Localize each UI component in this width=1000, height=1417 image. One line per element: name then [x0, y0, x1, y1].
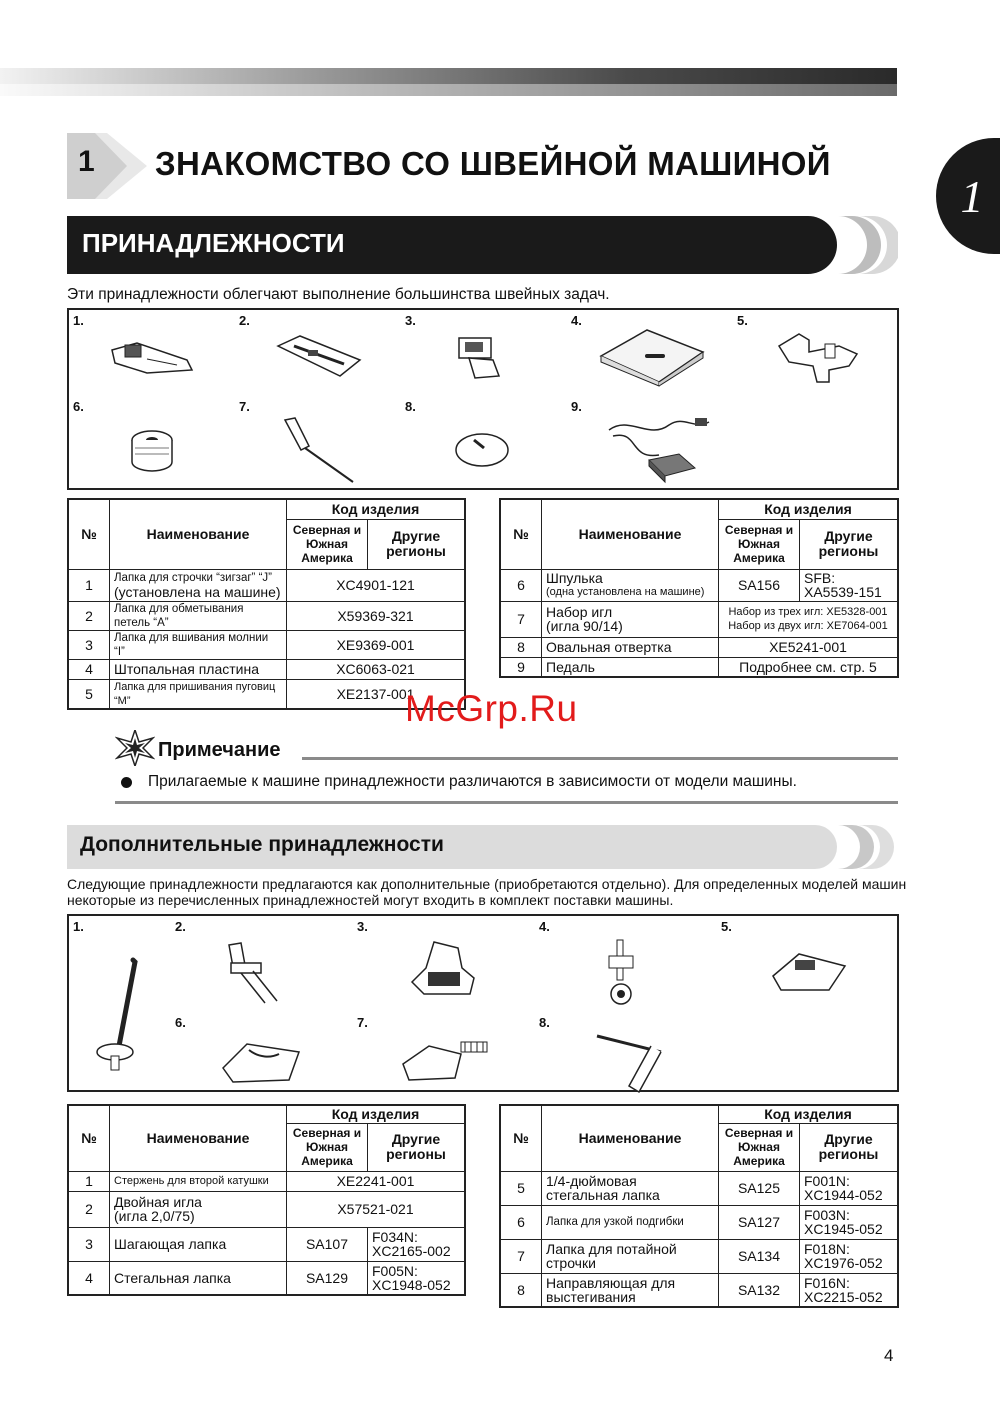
row-other2: XC1944-052 — [804, 1187, 883, 1203]
zigzag-foot-icon — [107, 335, 197, 380]
row-other: F003N: — [804, 1207, 850, 1223]
watermark: McGrp.Ru — [405, 688, 578, 729]
row-other2: XC1945-052 — [804, 1221, 883, 1237]
section2-title: Дополнительные принадлежности — [80, 833, 444, 856]
row-code: XC4901-121 — [287, 569, 466, 601]
chapter-title: ЗНАКОМСТВО СО ШВЕЙНОЙ МАШИНОЙ — [155, 145, 831, 182]
optional-accessories-picture-box — [67, 914, 899, 1092]
row-na: SA132 — [719, 1273, 800, 1307]
row-code: Подробнее см. стр. 5 — [719, 657, 899, 677]
quilting-guide-icon — [589, 1026, 669, 1096]
note-star-icon — [115, 730, 155, 766]
twin-needle-icon — [219, 941, 289, 1006]
row-no: 3 — [68, 630, 110, 659]
row-code: X59369-321 — [287, 601, 466, 630]
accessories-table-left — [67, 498, 466, 710]
row-other2: XC2165-002 — [372, 1243, 451, 1259]
col-na: Северная и Южная Америка — [287, 1123, 368, 1171]
pic-label: 8. — [405, 399, 416, 414]
row-no: 6 — [500, 1205, 542, 1239]
row-na: SA134 — [719, 1239, 800, 1273]
pic-label: 9. — [571, 399, 582, 414]
blind-stitch-foot-icon — [399, 1028, 499, 1088]
row-name2: строчки — [546, 1255, 596, 1271]
row-name: Стержень для второй катушки — [110, 1171, 287, 1191]
row-na: SA129 — [287, 1261, 368, 1295]
row-no: 4 — [68, 1261, 110, 1295]
button-foot-icon — [769, 326, 864, 386]
row-no: 9 — [500, 657, 542, 677]
row-other: F001N: — [804, 1173, 850, 1189]
narrow-hemmer-foot-icon — [219, 1034, 309, 1089]
col-code: Код изделия — [287, 1105, 466, 1123]
pic-label: 7. — [239, 399, 250, 414]
col-other: Другие регионы — [368, 519, 466, 569]
row-no: 2 — [68, 601, 110, 630]
col-no: № — [68, 499, 110, 569]
row-other2: XC1976-052 — [804, 1255, 883, 1271]
row-other2: XC2215-052 — [804, 1288, 883, 1305]
row-name: Шагающая лапка — [110, 1227, 287, 1261]
row-name: Лапка для вшивания молнии “I” — [110, 630, 287, 659]
pic-label: 3. — [405, 313, 416, 328]
col-name: Наименование — [542, 1105, 719, 1171]
pic-label: 2. — [239, 313, 250, 328]
row-no: 5 — [68, 679, 110, 709]
table-row — [500, 1239, 898, 1273]
accessories-picture-box — [67, 308, 899, 490]
col-code: Код изделия — [719, 499, 899, 519]
col-no: № — [500, 1105, 542, 1171]
row-name: Двойная игла — [114, 1194, 202, 1210]
row-name2: (одна установлена на машине) — [546, 586, 705, 598]
table-row — [500, 601, 898, 637]
table-row — [500, 1205, 898, 1239]
table-row — [68, 1171, 465, 1191]
col-no: № — [500, 499, 542, 569]
pic-label: 5. — [721, 919, 732, 934]
table-row — [68, 1227, 465, 1261]
row-no: 8 — [500, 637, 542, 657]
pic-label: 3. — [357, 919, 368, 934]
row-code: XC6063-021 — [287, 659, 466, 679]
col-other: Другие регионы — [800, 1123, 899, 1171]
row-other: F018N: — [804, 1241, 850, 1257]
row-name: Штопальная пластина — [110, 659, 287, 679]
row-name2: выстегивания — [546, 1288, 636, 1305]
walking-foot-icon — [404, 938, 484, 1000]
row-name: Набор игл — [546, 604, 613, 620]
row-code: XE5241-001 — [719, 637, 899, 657]
zipper-foot-icon — [449, 332, 509, 382]
row-no: 5 — [500, 1171, 542, 1205]
section2-deco-icon — [838, 825, 898, 869]
col-code: Код изделия — [287, 499, 466, 519]
pic-label: 7. — [357, 1015, 368, 1030]
header-gradient-bar-lower — [0, 84, 897, 96]
row-name2: (игла 2,0/75) — [114, 1208, 195, 1224]
row-name2: (установлена на машине) — [114, 584, 281, 600]
row-name2: (игла 90/14) — [546, 618, 623, 634]
chapter-tab-number: 1 — [960, 170, 984, 222]
table-row — [500, 1273, 898, 1307]
pic-label: 1. — [73, 313, 84, 328]
pic-label: 6. — [73, 399, 84, 414]
section2-intro: Следующие принадлежности предлагаются как дополнительные (приобретаются отдельно). Для определенных моделей машин некоторые из перечисленных принадлежностей могут входить в комплект поставки машины. — [67, 876, 907, 908]
section-deco-icon — [838, 216, 898, 274]
row-code: XE9369-001 — [287, 630, 466, 659]
row-na: SA127 — [719, 1205, 800, 1239]
row-name: Лапка для узкой подгибки — [542, 1205, 719, 1239]
row-na: SA125 — [719, 1171, 800, 1205]
table-row — [500, 1171, 898, 1205]
note-title: Примечание — [158, 739, 281, 761]
table-row — [68, 1191, 465, 1227]
table-row — [68, 630, 465, 659]
accessories-table-right — [499, 498, 899, 678]
table-row — [68, 569, 465, 601]
row-no: 3 — [68, 1227, 110, 1261]
col-code: Код изделия — [719, 1105, 899, 1123]
section-title: ПРИНАДЛЕЖНОСТИ — [82, 228, 345, 258]
note-divider — [302, 757, 898, 760]
row-na: SA156 — [719, 569, 800, 601]
buttonhole-foot-icon — [274, 332, 364, 382]
spool-pin-icon — [93, 956, 143, 1076]
row-no: 1 — [68, 569, 110, 601]
note-divider-bottom — [115, 801, 898, 804]
col-no: № — [68, 1105, 110, 1171]
table-row — [500, 657, 898, 677]
quarter-inch-foot-icon — [769, 946, 849, 996]
chapter-tab — [936, 138, 1000, 254]
table-row — [500, 569, 898, 601]
row-no: 1 — [68, 1171, 110, 1191]
row-name: 1/4-дюймовая — [546, 1173, 637, 1189]
col-na: Северная и Южная Америка — [287, 519, 368, 569]
table-row — [500, 637, 898, 657]
row-no: 7 — [500, 1239, 542, 1273]
pic-label: 2. — [175, 919, 186, 934]
pic-label: 4. — [539, 919, 550, 934]
row-name: Лапка для обметывания петель “A” — [110, 601, 287, 630]
table-row — [68, 659, 465, 679]
row-code: XE2241-001 — [287, 1171, 466, 1191]
bullet-icon — [121, 777, 132, 788]
row-name: Педаль — [542, 657, 719, 677]
row-no: 4 — [68, 659, 110, 679]
screwdriver-icon — [454, 430, 514, 470]
pic-label: 8. — [539, 1015, 550, 1030]
needle-icon — [279, 416, 359, 486]
row-other: SFB: — [804, 570, 836, 586]
row-code: XE2137-001 — [287, 679, 466, 709]
quilting-foot-icon — [599, 936, 649, 1008]
table-row — [68, 601, 465, 630]
row-no: 6 — [500, 569, 542, 601]
bobbin-icon — [127, 426, 177, 476]
pic-label: 4. — [571, 313, 582, 328]
col-na: Северная и Южная Америка — [719, 1123, 800, 1171]
row-code: Набор из трех игл: XE5328-001 — [728, 606, 888, 618]
chapter-number: 1 — [78, 145, 95, 178]
col-name: Наименование — [110, 1105, 287, 1171]
row-na: SA107 — [287, 1227, 368, 1261]
row-other: F016N: — [804, 1274, 850, 1291]
row-name2: стегальная лапка — [546, 1187, 660, 1203]
row-name: Лапка для потайной — [546, 1241, 677, 1257]
col-na: Северная и Южная Америка — [719, 519, 800, 569]
row-code2: Набор из двух игл: XE7064-001 — [728, 620, 888, 632]
row-code: X57521-021 — [287, 1191, 466, 1227]
row-other2: XC1948-052 — [372, 1276, 451, 1293]
col-other: Другие регионы — [368, 1123, 466, 1171]
row-other2: XA5539-151 — [804, 584, 882, 600]
table-row — [68, 1261, 465, 1295]
row-name: Лапка для строчки “зигзаг” “J” — [114, 572, 272, 584]
row-other: F034N: — [372, 1229, 418, 1245]
foot-controller-icon — [599, 410, 719, 490]
row-name: Лапка для пришивания пуговиц “M” — [110, 679, 287, 709]
pic-label: 1. — [73, 919, 84, 934]
row-no: 7 — [500, 601, 542, 637]
row-name: Овальная отвертка — [542, 637, 719, 657]
darning-plate-icon — [597, 326, 707, 388]
note-text: Прилагаемые к машине принадлежности различаются в зависимости от модели машины. — [148, 773, 797, 790]
pic-label: 5. — [737, 313, 748, 328]
section-intro: Эти принадлежности облегчают выполнение большинства швейных задач. — [67, 286, 610, 303]
col-name: Наименование — [110, 499, 287, 569]
page-number: 4 — [884, 1346, 894, 1365]
row-other: F005N: — [372, 1262, 418, 1279]
col-other: Другие регионы — [800, 519, 899, 569]
row-no: 2 — [68, 1191, 110, 1227]
row-name: Направляющая для — [546, 1274, 676, 1291]
row-no: 8 — [500, 1273, 542, 1307]
row-name: Шпулька — [546, 570, 603, 586]
pic-label: 6. — [175, 1015, 186, 1030]
row-name: Стегальная лапка — [110, 1261, 287, 1295]
optional-table-right — [499, 1104, 899, 1308]
col-name: Наименование — [542, 499, 719, 569]
optional-table-left — [67, 1104, 466, 1296]
